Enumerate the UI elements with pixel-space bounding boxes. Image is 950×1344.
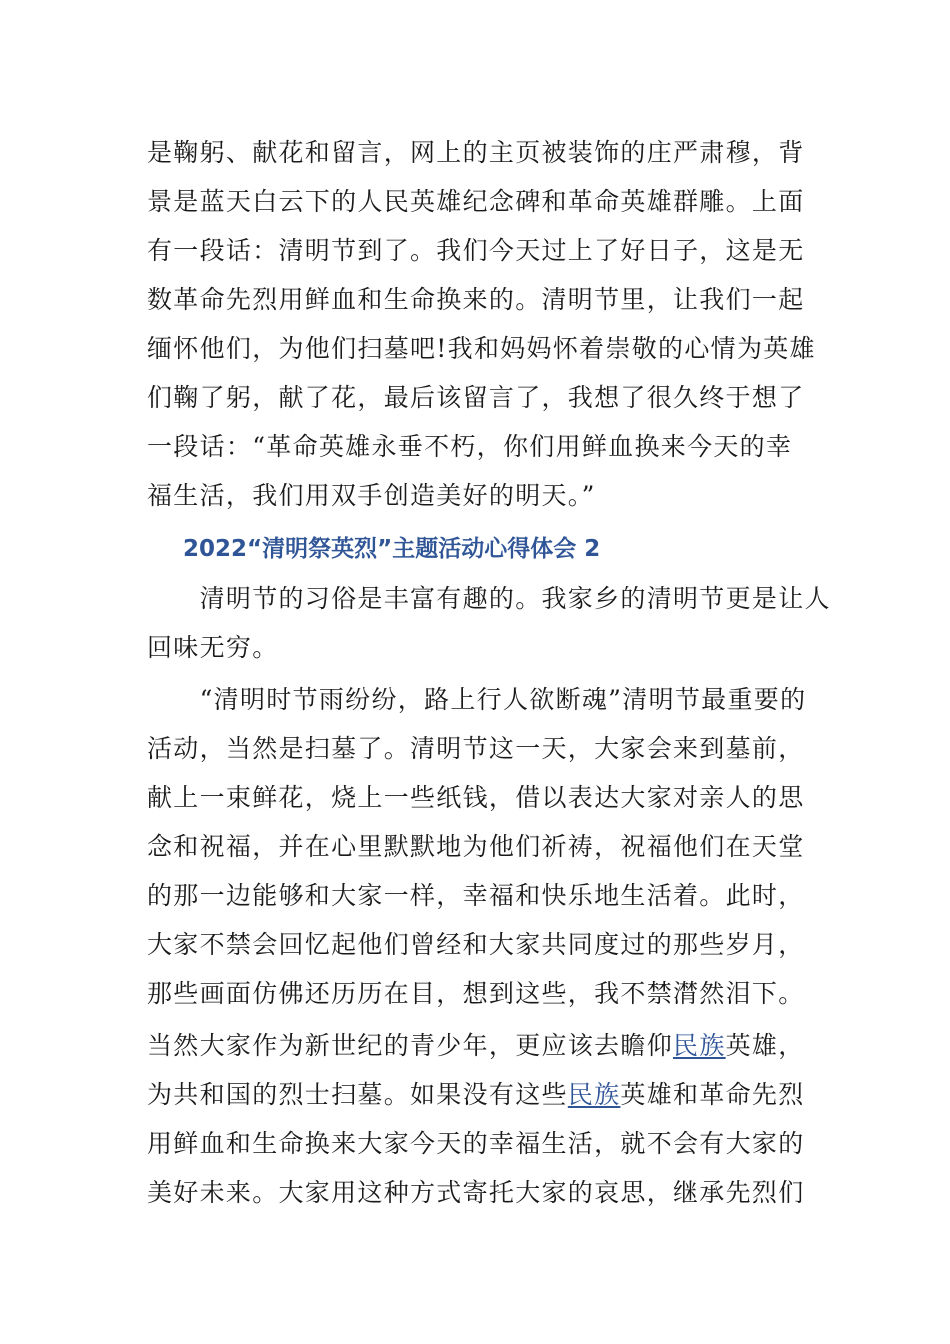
- text-segment: 英雄和革命先烈: [620, 1080, 805, 1109]
- paragraph-line: 清明节的习俗是丰富有趣的。我家乡的清明节更是让人: [147, 584, 831, 613]
- paragraph-line: 美好未来。大家用这种方式寄托大家的哀思，继承先烈们: [147, 1178, 805, 1207]
- paragraph-line: 用鲜血和生命换来大家今天的幸福生活，就不会有大家的: [147, 1129, 805, 1158]
- paragraph-line: 福生活，我们用双手创造美好的明天。”: [147, 481, 596, 510]
- minzu-link[interactable]: 民族: [673, 1031, 726, 1060]
- paragraph-line: 一段话：“革命英雄永垂不朽，你们用鲜血换来今天的幸: [147, 432, 793, 461]
- text-segment: 英雄，: [725, 1031, 805, 1060]
- paragraph-line: 的那一边能够和大家一样，幸福和快乐地生活着。此时，: [147, 881, 805, 910]
- paragraph-line: 念和祝福，并在心里默默地为他们祈祷，祝福他们在天堂: [147, 832, 805, 861]
- paragraph-line: “清明时节雨纷纷，路上行人欲断魂”清明节最重要的: [147, 685, 807, 714]
- section-heading: 2022“清明祭英烈”主题活动心得体会 2: [183, 536, 601, 562]
- text-segment: 当然大家作为新世纪的青少年，更应该去瞻仰: [147, 1031, 674, 1060]
- paragraph-line: 数革命先烈用鲜血和生命换来的。清明节里，让我们一起: [147, 285, 805, 314]
- paragraph-line-with-link: [147, 1080, 805, 1110]
- paragraph-line-with-link: [147, 1031, 805, 1061]
- paragraph-line: 活动，当然是扫墓了。清明节这一天，大家会来到墓前，: [147, 734, 805, 763]
- paragraph-line: 有一段话：清明节到了。我们今天过上了好日子，这是无: [147, 236, 805, 265]
- paragraph-line: 献上一束鲜花，烧上一些纸钱，借以表达大家对亲人的思: [147, 783, 805, 812]
- text-segment: 为共和国的烈士扫墓。如果没有这些: [147, 1080, 568, 1109]
- minzu-link[interactable]: 民族: [567, 1080, 621, 1109]
- paragraph-line: 缅怀他们，为他们扫墓吧!我和妈妈怀着崇敬的心情为英雄: [147, 334, 816, 363]
- paragraph-line: 是鞠躬、献花和留言，网上的主页被装饰的庄严肃穆，背: [147, 138, 805, 167]
- paragraph-line: 大家不禁会回忆起他们曾经和大家共同度过的那些岁月，: [147, 930, 805, 959]
- paragraph-line: 那些画面仿佛还历历在目，想到这些，我不禁潸然泪下。: [147, 979, 805, 1008]
- paragraph-line: 景是蓝天白云下的人民英雄纪念碑和革命英雄群雕。上面: [147, 187, 805, 216]
- paragraph-line: 回味无穷。: [147, 633, 279, 662]
- paragraph-line: 们鞠了躬，献了花，最后该留言了，我想了很久终于想了: [147, 383, 805, 412]
